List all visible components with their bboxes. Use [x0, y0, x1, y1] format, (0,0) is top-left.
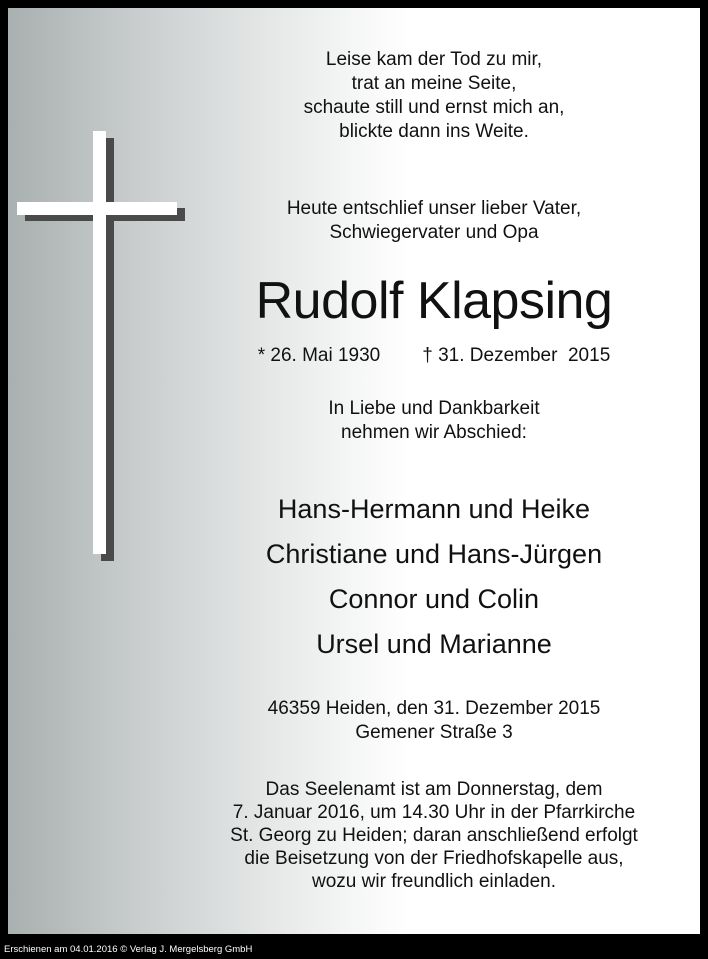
- poem: [168, 48, 700, 144]
- announcement-line: Heute entschlief unser lieber Vater,: [286, 198, 582, 219]
- address-line: 46359 Heiden, den 31. Dezember 2015: [267, 698, 601, 719]
- poem-line: trat an meine Seite,: [351, 73, 517, 94]
- announcement-line: Schwiegervater und Opa: [329, 222, 539, 243]
- service-line: Das Seelenamt ist am Donnerstag, dem: [265, 779, 603, 800]
- family-member: Connor und Colin: [328, 584, 540, 614]
- service-line: die Beisetzung von der Friedhofskapelle aus,: [244, 848, 624, 869]
- family-names: [168, 487, 700, 667]
- poem-line: schaute still und ernst mich an,: [303, 97, 565, 118]
- farewell-text: [168, 397, 700, 445]
- farewell-line: In Liebe und Dankbarkeit: [328, 398, 540, 419]
- birth-date: * 26. Mai 1930: [257, 345, 381, 366]
- address-block: [168, 697, 700, 745]
- life-dates: [168, 344, 700, 368]
- publication-footer: Erschienen am 04.01.2016 © Verlag J. Mergelsberg GmbH: [4, 944, 253, 955]
- farewell-line: nehmen wir Abschied:: [341, 422, 527, 443]
- family-member: Ursel und Marianne: [316, 629, 552, 659]
- family-member: Hans-Hermann und Heike: [277, 494, 591, 524]
- poem-line: blickte dann ins Weite.: [339, 121, 529, 142]
- service-line: wozu wir freundlich einladen.: [312, 871, 556, 892]
- service-line: 7. Januar 2016, um 14.30 Uhr in der Pfarrkirche: [232, 802, 636, 823]
- service-line: St. Georg zu Heiden; daran anschließend erfolgt: [230, 825, 638, 846]
- address-line: Gemener Straße 3: [355, 722, 513, 743]
- service-info: [168, 778, 700, 893]
- poem-line: Leise kam der Tod zu mir,: [325, 49, 543, 70]
- announcement: [168, 197, 700, 245]
- family-member: Christiane und Hans-Jürgen: [265, 539, 603, 569]
- deceased-name: Rudolf Klapsing: [255, 272, 613, 330]
- death-date: † 31. Dezember 2015: [422, 345, 611, 366]
